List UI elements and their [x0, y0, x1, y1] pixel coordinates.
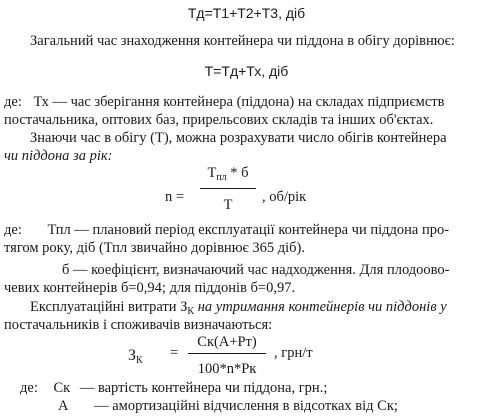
paragraph-costs-line2: постачальників і споживачів визначаються: [4, 317, 273, 333]
formula-z-fraction [188, 333, 266, 379]
definition-tx-line1 [4, 93, 444, 111]
definition-tpl-line2: тягом року, діб (Тпл звичайно дорівнює 365 діб). [4, 240, 305, 256]
fraction-bar [188, 353, 266, 354]
paragraph-costs-line1: Експлуатаційні витрати $З_К$ на утримання контейнерів чи піддонів у [30, 299, 447, 317]
formula-n-denominator: Т [223, 197, 233, 213]
definition-b-line1: б — коефіцієнт, визначаючий час надходження. Для плодоово- [62, 262, 450, 278]
paragraph-turnover-line1: Знаючи час в обігу (Т), можна розрахувати число обігів контейнера [30, 130, 447, 146]
formula-z-unit: , грн/т [274, 345, 313, 361]
formula-z-equals: = [170, 345, 179, 361]
definition-prefix: де: [20, 380, 38, 396]
definition-tx-text: Тх — час зберігання контейнера (піддона) на складах підприємств [33, 94, 445, 110]
formula-n-lhs: n = [165, 189, 185, 205]
paragraph-total-time: Загальний час знаходження контейнера чи піддона в обігу дорівнює: [30, 33, 455, 49]
formula-z-numerator: Ск(А+Рт) [197, 334, 257, 350]
fraction-bar [200, 188, 256, 189]
definition-prefix: де: [4, 222, 22, 238]
formula-n-fraction [200, 164, 256, 216]
equation-delivery-time: Тд=Т1+Т2+Т3, діб [187, 5, 306, 21]
definition-a: А — амортизаційні відчислення в відсотках від Ск; [58, 398, 398, 414]
definition-b-line2: чевих контейнерів б=0,94; для піддонів б=0,97. [4, 280, 296, 296]
paragraph-turnover-line2: чи піддона за рік: [4, 148, 113, 164]
formula-z-denominator: 100*n*Рк [197, 361, 257, 377]
formula-z-lhs: $З_К$ [128, 347, 143, 366]
definition-ck: де: Ск — вартість контейнера чи піддона, грн.; [20, 380, 328, 396]
definition-tpl-text: Тпл — плановий період експлуатації контейнера чи піддона про- [47, 222, 450, 238]
formula-n-numerator: $Т_{пл}$ * б [207, 165, 249, 183]
equation-circulation-time: Т=Тд+Тх, діб [204, 63, 289, 79]
definition-prefix: де: [4, 94, 22, 110]
definition-tpl-line1 [4, 221, 449, 239]
definition-tx-line2: постачальника, оптових баз, прирельсових складів та інших об'єктах. [4, 112, 434, 128]
formula-n-unit: , об/рік [262, 189, 307, 205]
